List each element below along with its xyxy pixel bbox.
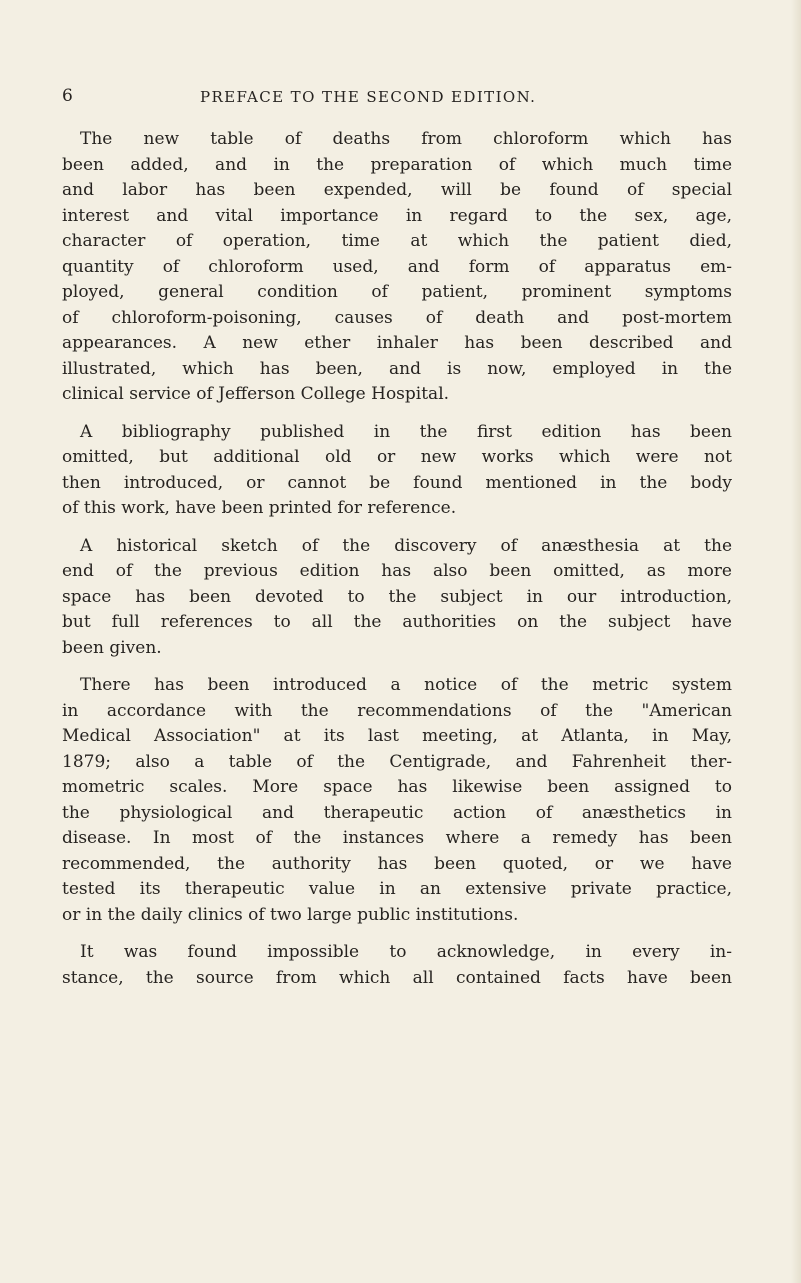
text-line: the physiological and therapeutic action of anæsthetics in [62, 802, 732, 823]
text-line: interest and vital importance in regard to the sex, age, [62, 205, 732, 226]
text-line: character of operation, time at which the patient died, [62, 231, 732, 251]
paragraph-gap [62, 928, 732, 940]
paragraph-metric-system [62, 673, 732, 928]
text-line: of chloroform-poisoning, causes of death and post-mortem [62, 307, 732, 328]
page-number: 6 [62, 86, 74, 106]
running-head [62, 86, 742, 110]
paragraph-acknowledgement [62, 940, 732, 991]
text-line: omitted, but additional old or new works which were not [62, 447, 732, 467]
text-line: been added, and in the preparation of which much time [62, 154, 732, 175]
text-line: A historical sketch of the discovery of anæsthesia at the [80, 535, 732, 556]
paragraph-gap [62, 661, 732, 673]
running-title: PREFACE TO THE SECOND EDITION. [200, 88, 537, 106]
text-line: quantity of chloroform used, and form of apparatus em- [62, 256, 732, 277]
text-line: stance, the source from which all contained facts have been [62, 967, 732, 988]
text-line: It was found impossible to acknowledge, in every in- [80, 942, 732, 962]
page-edge-shadow [791, 0, 801, 1283]
text-line: ployed, general condition of patient, prominent symptoms [62, 282, 732, 302]
paragraph-new-table [62, 127, 732, 408]
text-line: been given. [62, 637, 162, 658]
text-line: A bibliography published in the first edition has been [80, 421, 732, 442]
text-line: but full references to all the authorities on the subject have [62, 612, 732, 632]
text-line: clinical service of Jefferson College Hospital. [62, 384, 450, 404]
text-line: 1879; also a table of the Centigrade, and Fahrenheit ther- [62, 751, 732, 772]
text-line: tested its therapeutic value in an extensive private practice, [62, 879, 732, 899]
text-line: space has been devoted to the subject in our introduction, [62, 586, 732, 607]
text-line: mometric scales. More space has likewise been assigned to [62, 777, 732, 797]
text-line: end of the previous edition has also been omitted, as more [62, 561, 732, 581]
body-text [62, 127, 732, 991]
text-line: in accordance with the recommendations of the "American [62, 700, 732, 721]
text-line: appearances. A new ether inhaler has been described and [62, 333, 732, 353]
text-line: then introduced, or cannot be found mentioned in the body [62, 472, 732, 493]
paragraph-bibliography [62, 420, 732, 522]
text-line: of this work, have been printed for reference. [62, 498, 457, 518]
text-line: There has been introduced a notice of the metric system [80, 675, 732, 695]
text-line: Medical Association" at its last meeting, at Atlanta, in May, [62, 726, 732, 746]
paragraph-gap [62, 408, 732, 420]
paragraph-gap [62, 522, 732, 534]
text-line: recommended, the authority has been quoted, or we have [62, 853, 732, 874]
paragraph-historical-sketch [62, 534, 732, 662]
text-line: illustrated, which has been, and is now, employed in the [62, 358, 732, 379]
text-line: disease. In most of the instances where a remedy has been [62, 828, 732, 848]
text-line: The new table of deaths from chloroform which has [80, 129, 732, 149]
text-line: or in the daily clinics of two large public institutions. [62, 904, 519, 925]
text-line: and labor has been expended, will be found of special [62, 180, 732, 200]
